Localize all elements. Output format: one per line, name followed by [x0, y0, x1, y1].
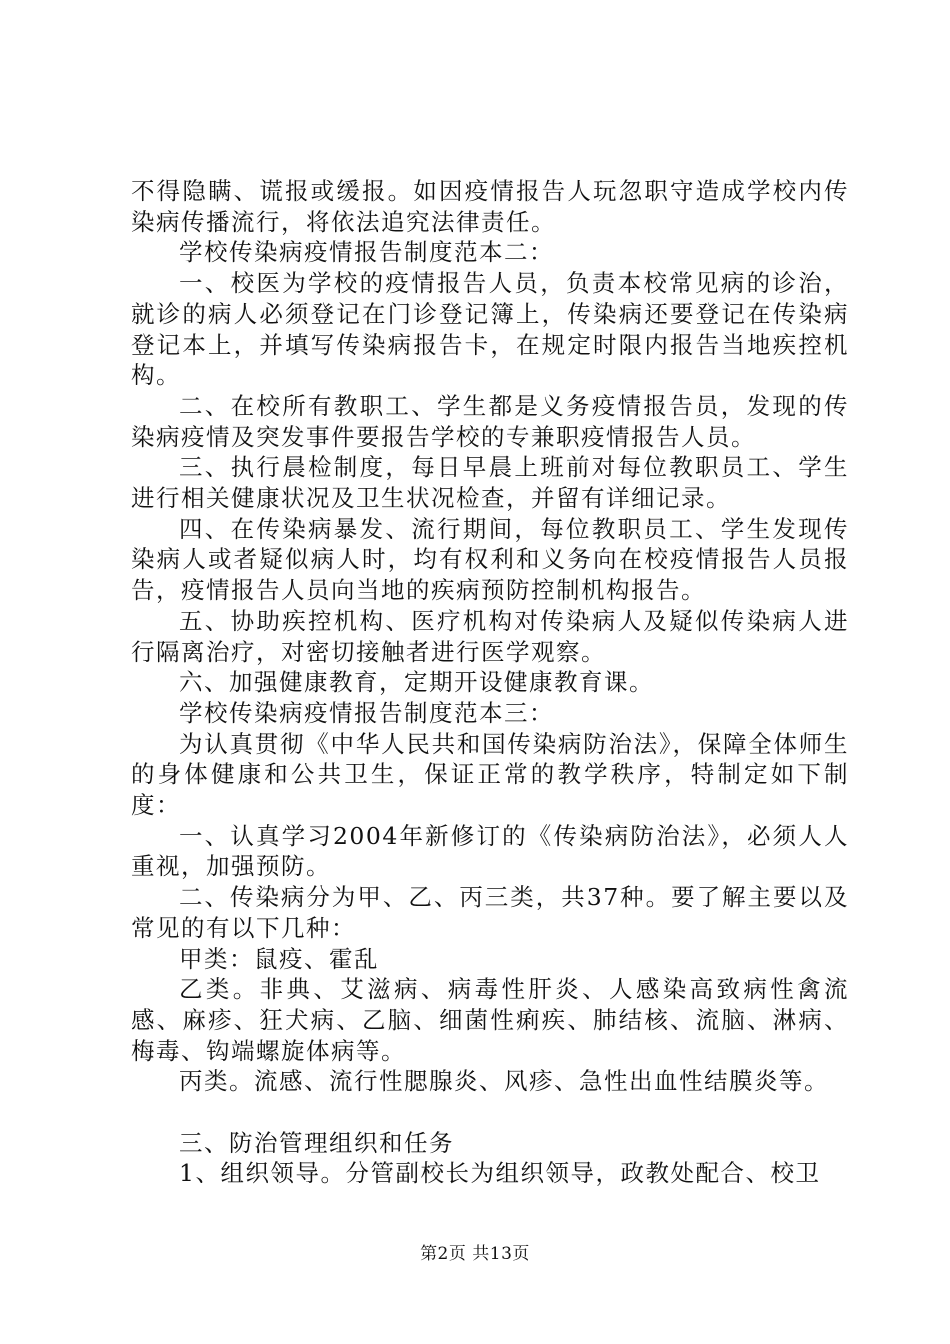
paragraph: 二、传染病分为甲、乙、丙三类，共37种。要了解主要以及常见的有以下几种： — [131, 883, 849, 942]
paragraph: 六、加强健康教育，定期开设健康教育课。 — [179, 668, 654, 697]
section-heading: 三、防治管理组织和任务 — [179, 1128, 454, 1157]
blank-line — [131, 1097, 849, 1128]
paragraph: 甲类：鼠疫、霍乱 — [179, 944, 379, 973]
paragraph: 不得隐瞒、谎报或缓报。如因疫情报告人玩忽职守造成学校内传染病传播流行，将依法追究法律责任。 — [131, 177, 849, 236]
paragraph: 四、在传染病暴发、流行期间，每位教职员工、学生发现传染病人或者疑似病人时，均有权利和义务向在校疫情报告人员报告，疫情报告人员向当地的疾病预防控制机构报告。 — [131, 514, 849, 605]
section-heading: 学校传染病疫情报告制度范本三： — [179, 698, 554, 727]
paragraph: 1、组织领导。分管副校长为组织领导，政教处配合、校卫 — [179, 1159, 821, 1188]
document-body — [131, 176, 849, 1189]
paragraph: 二、在校所有教职工、学生都是义务疫情报告员，发现的传染病疫情及突发事件要报告学校的专兼职疫情报告人员。 — [131, 391, 849, 451]
paragraph: 三、执行晨检制度，每日早晨上班前对每位教职员工、学生进行相关健康状况及卫生状况检查，并留有详细记录。 — [131, 453, 849, 513]
paragraph: 一、认真学习2004年新修订的《传染病防治法》，必须人人重视，加强预防。 — [131, 821, 849, 881]
paragraph: 五、协助疾控机构、医疗机构对传染病人及疑似传染病人进行隔离治疗，对密切接触者进行医学观察。 — [131, 606, 849, 666]
paragraph: 乙类。非典、艾滋病、病毒性肝炎、人感染高致病性禽流感、麻疹、狂犬病、乙脑、细菌性痢疾、肺结核、流脑、淋病、梅毒、钩端螺旋体病等。 — [131, 975, 849, 1065]
paragraph: 一、校医为学校的疫情报告人员，负责本校常见病的诊治，就诊的病人必须登记在门诊登记簿上，传染病还要登记在传染病登记本上，并填写传染病报告卡，在规定时限内报告当地疾控机构。 — [131, 269, 849, 390]
paragraph: 为认真贯彻《中华人民共和国传染病防治法》，保障全体师生的身体健康和公共卫生，保证正常的教学秩序，特制定如下制度： — [131, 729, 849, 820]
section-heading: 学校传染病疫情报告制度范本二： — [179, 238, 554, 267]
page-footer: 第2页 共13页 — [420, 1244, 530, 1264]
paragraph: 丙类。流感、流行性腮腺炎、风疹、急性出血性结膜炎等。 — [179, 1067, 829, 1096]
